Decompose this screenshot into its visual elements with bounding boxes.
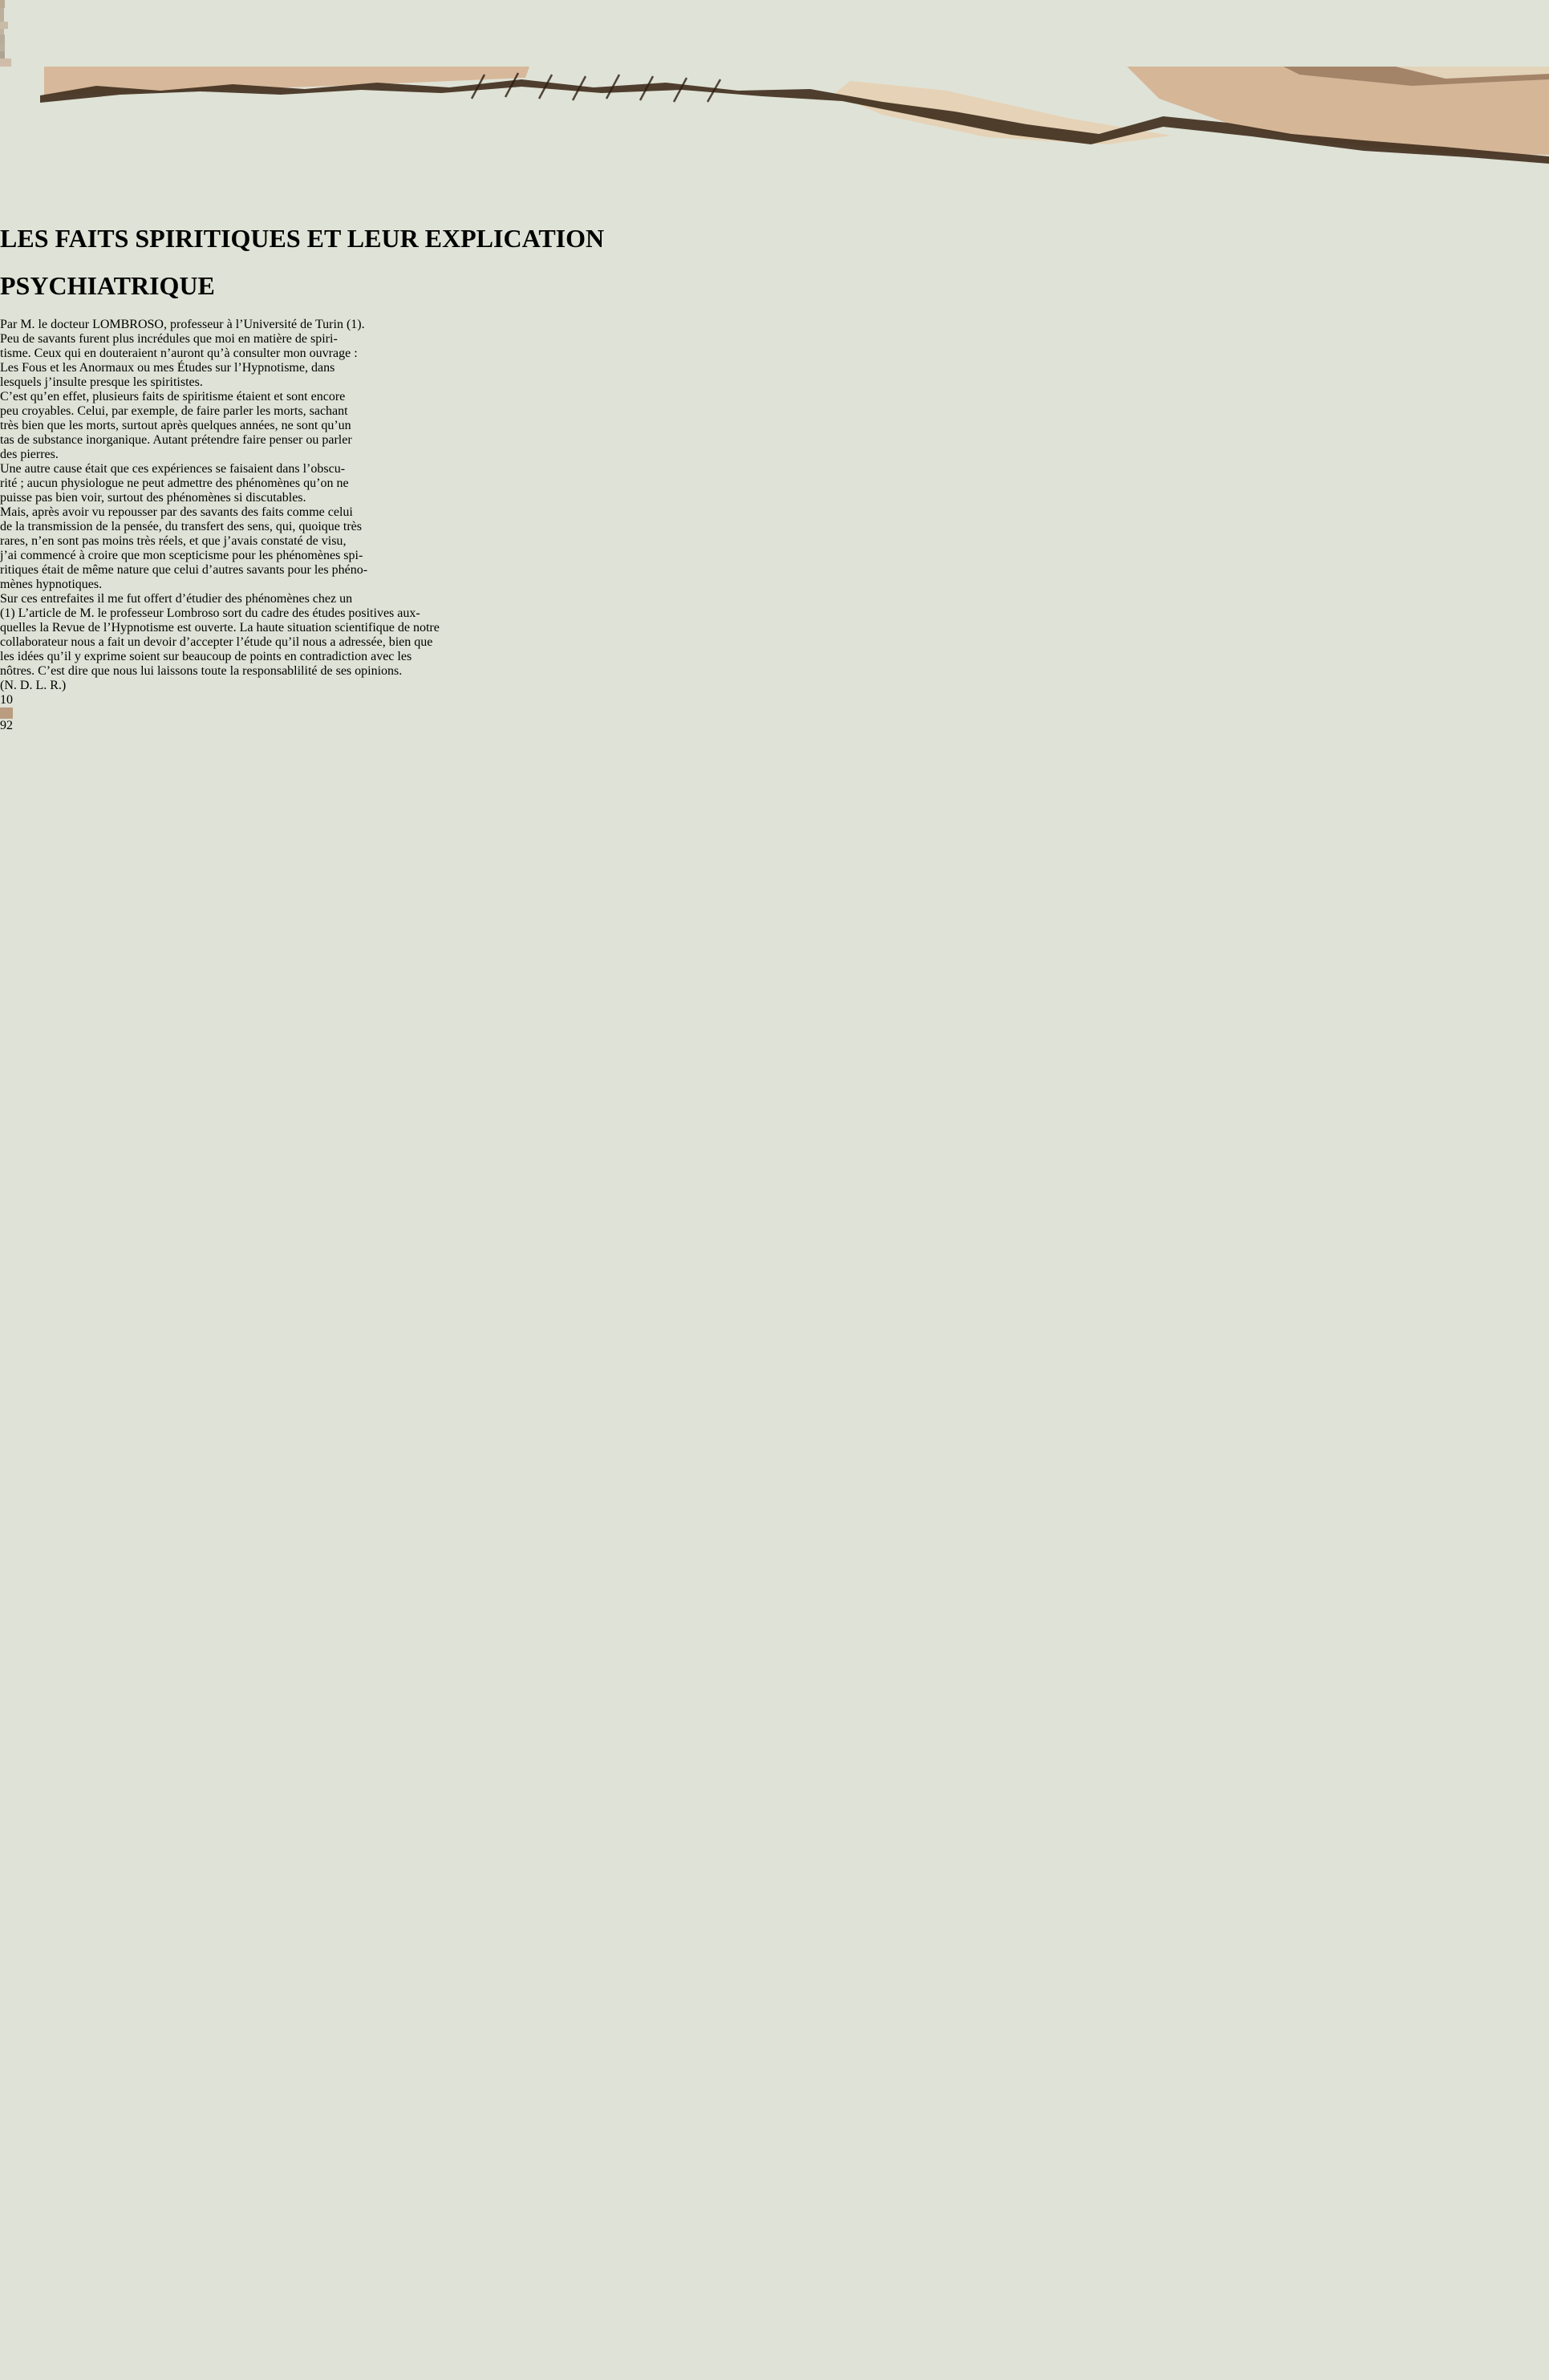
page-number: 10 [0,693,13,708]
text-line: des pierres. [0,448,59,462]
text-line: tas de substance inorganique. Autant prétendre faire penser ou parler [0,433,352,448]
page-paper [0,0,1549,67]
text-line: quelles la Revue de l’Hypnotisme est ouverte. La haute situation scientifique de notre [0,621,440,635]
text-line: très bien que les morts, surtout après quelques années, ne sont qu’un [0,419,351,433]
binding-page-edges [0,0,43,2380]
text-line: rité ; aucun physiologue ne peut admettre des phénomènes qu’on ne [0,476,349,491]
footnote-signature: (N. D. L. R.) [0,679,67,693]
footnote [0,606,1549,679]
text-line: ritiques était de même nature que celui d’autres savants pour les phéno- [0,563,368,578]
printed-content [0,224,1549,708]
text-line: Mais, après avoir vu repousser par des savants des faits comme celui [0,505,353,520]
text-line: de la transmission de la pensée, du transfert des sens, qui, quoique très [0,520,362,534]
text-line: (1) L’article de M. le professeur Lombroso sort du cadre des études positives aux- [0,606,420,621]
text-line: Peu de savants furent plus incrédules que moi en matière de spiri- [0,332,338,347]
text-line: lesquels j’insulte presque les spiritistes. [0,375,203,390]
torn-edge [0,67,1549,203]
text-line: j’ai commencé à croire que mon scepticisme pour les phénomènes spi- [0,549,363,563]
text-line: C’est qu’en effet, plusieurs faits de spiritisme étaient et sont encore [0,390,346,404]
text-line: les idées qu’il y exprime soient sur beaucoup de points en contradiction avec les [0,650,412,664]
text-line: Une autre cause était que ces expériences se faisaient dans l’obscu- [0,462,346,476]
text-line: puisse pas bien voir, surtout des phénomènes si discutables. [0,491,306,505]
text-line: peu croyables. Celui, par exemple, de faire parler les morts, sachant [0,404,348,419]
byline: Par M. le docteur LOMBROSO, professeur à l’Université de Turin (1). [0,318,365,332]
text-line: tisme. Ceux qui en douteraient n’auront qu’à consulter mon ouvrage : [0,347,358,361]
article-title-line2: PSYCHIATRIQUE [0,270,215,300]
article-title-line1: LES FAITS SPIRITIQUES ET LEUR EXPLICATION [0,224,605,253]
text-line: mènes hypnotiques. [0,578,103,592]
text-line: rares, n’en sont pas moins très réels, et que j’avais constaté de visu, [0,534,347,549]
text-line: collaborateur nous a fait un devoir d’accepter l’étude qu’il nous a adressée, bien que [0,635,433,650]
text-line: Les Fous et les Anormaux ou mes Études sur l’Hypnotisme, dans [0,361,335,375]
text-line: Sur ces entrefaites il me fut offert d’étudier des phénomènes chez un [0,592,353,606]
text-line: nôtres. C’est dire que nous lui laissons toute la responsablilité de ses opinions. [0,664,403,679]
article-body [0,332,1549,606]
pencil-annotation: 92 [0,719,13,733]
